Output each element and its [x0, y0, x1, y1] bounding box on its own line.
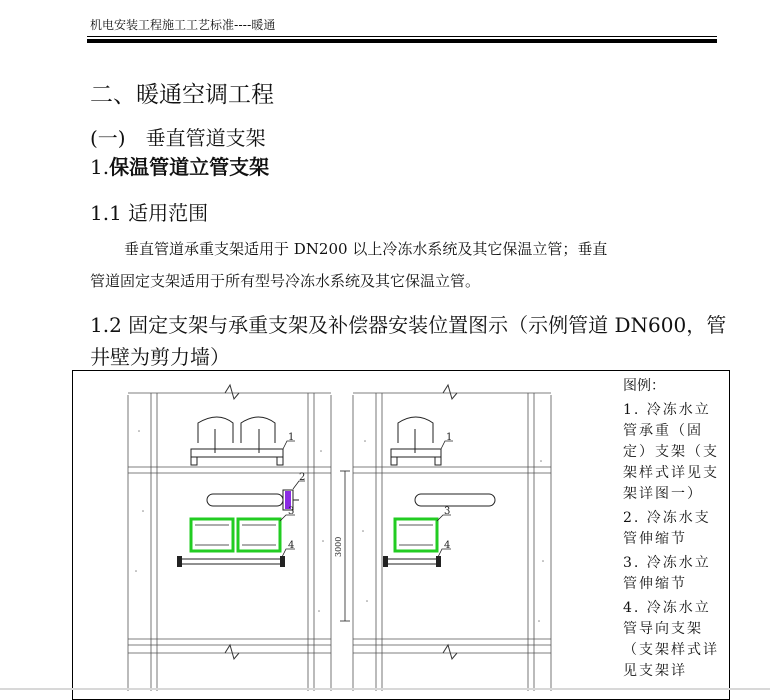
callout-right-3: 3	[444, 506, 451, 517]
figure-heading: 1.2 固定支架与承重支架及补偿器安装位置图示（示例管道 DN600，管井壁为剪力墙）	[90, 313, 727, 369]
header-rule-thin	[87, 36, 717, 37]
callout-left-4: 4	[288, 540, 295, 551]
chapter-heading: 二、暖通空调工程	[90, 82, 274, 108]
section-heading: (一) 垂直管道支架	[90, 126, 266, 150]
dimension-label: 3000	[334, 536, 343, 557]
callout-right-4: 4	[444, 540, 451, 551]
legend-item-4: 4. 冷冻水立管导向支架（支架样式详见支架详	[623, 600, 719, 679]
figure-legend	[623, 376, 725, 682]
callout-right-1: 1	[446, 432, 453, 443]
callout-left-2: 2	[299, 472, 306, 483]
callout-left-1: 1	[288, 432, 295, 443]
legend-item-3: 3. 冷冻水立管伸缩节	[623, 555, 711, 592]
subsection-title: 保温管道立管支架	[109, 155, 270, 179]
installation-figure	[72, 370, 730, 700]
running-header: 机电安装工程施工工艺标准----暖通	[90, 18, 276, 32]
subsection-number: 1.	[90, 155, 110, 179]
legend-item-1: 1. 冷冻水立管承重（固定）支架（支架样式详见支架详图一）	[623, 402, 719, 502]
scope-line-2: 管道固定支架适用于所有型号冷冻水系统及其它保温立管。	[90, 272, 481, 290]
scope-line-1: 垂直管道承重支架适用于 DN200 以上冷冻水系统及其它保温立管；垂直	[124, 240, 608, 258]
header-rule-thick	[87, 39, 717, 43]
legend-item-2: 2. 冷冻水支管伸缩节	[623, 510, 711, 547]
scope-paragraph	[90, 233, 720, 297]
subsection-heading	[90, 151, 269, 180]
callout-left-3: 3	[288, 506, 295, 517]
scope-heading: 1.1 适用范围	[90, 201, 209, 225]
legend-title: 图例：	[623, 378, 665, 394]
